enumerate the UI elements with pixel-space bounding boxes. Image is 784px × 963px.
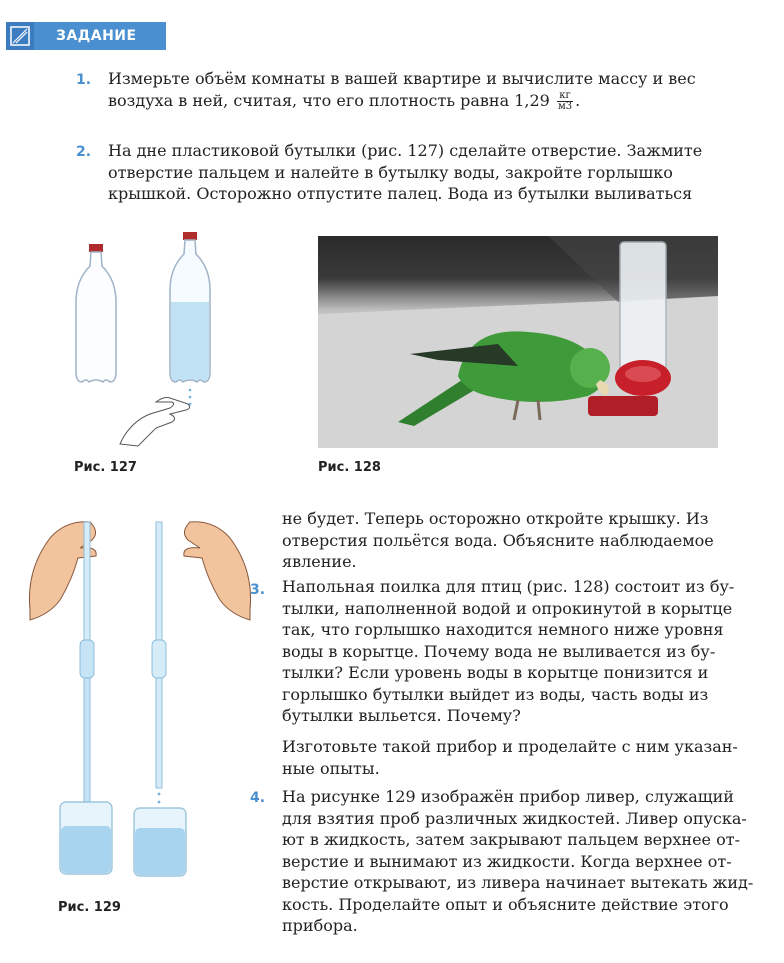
fig129-illustration <box>20 510 260 890</box>
bottle-cap-right <box>183 232 197 240</box>
task-4-line-4: верстие и вынимают из жидкости. Когда верхнее от- <box>282 851 732 871</box>
task-4-line-6: кость. Проделайте опыт и объясните действие этого <box>282 894 729 914</box>
bottle-empty <box>76 252 116 382</box>
task-3-extra-line-2: ные опыты. <box>282 758 380 778</box>
task-2-cont-line-1: не будет. Теперь осторожно откройте крышку. Из <box>282 509 709 528</box>
task-1-line-2: воздуха в ней, считая, что его плотность равна 1,29 $\frac{кг}{м3}$ . <box>108 89 581 112</box>
task-2-line-1: На дне пластиковой бутылки (рис. 127) сделайте отверстие. Зажмите <box>108 141 703 160</box>
bottle-cap-left <box>89 244 103 252</box>
task-3-line-7: бутылки выльется. Почему? <box>282 706 521 725</box>
water-drop <box>158 801 161 804</box>
feeder-bottle <box>620 242 666 372</box>
fig127-caption: Рис. 127 <box>74 460 137 475</box>
task-4-line-1: На рисунке 129 изображён прибор ливер, служащий <box>282 787 734 806</box>
task-1-number: 1. <box>76 72 92 88</box>
task-3-extra-line-1: Изготовьте такой прибор и проделайте с ним указан- <box>282 737 738 756</box>
task-3-line-2: тылки, наполненной водой и опрокинутой в корытце <box>282 598 733 618</box>
fig127-illustration <box>60 232 280 452</box>
task-4-line-3: ют в жидкость, затем закрывают пальцем верхнее от- <box>282 830 740 849</box>
header-title: ЗАДАНИЕ <box>56 28 137 44</box>
task-3-line-5: тылки? Если уровень воды в корытце понизится и <box>282 663 709 682</box>
task-4-line-7: прибора. <box>282 916 358 935</box>
task-4-line-2: для взятия проб различных жидкостей. Ливер опуска- <box>282 808 747 828</box>
task-3-line-1: Напольная поилка для птиц (рис. 128) состоит из бу- <box>282 577 735 596</box>
water-drop <box>189 396 192 399</box>
task-3-number: 3. <box>250 582 266 598</box>
water-fill <box>171 302 209 381</box>
parrot-head <box>570 348 610 388</box>
task-2-text <box>108 140 724 205</box>
water-drop <box>189 389 192 392</box>
pipette-left <box>84 522 90 640</box>
task-2-line-2: отверстие пальцем и налейте в бутылку воды, закройте горлышко <box>108 162 673 182</box>
task-3-line-4: воды в корытце. Почему вода не выливается из бу- <box>282 641 716 661</box>
fig128-caption: Рис. 128 <box>318 460 381 475</box>
task-2-number: 2. <box>76 144 92 160</box>
feeder-tray <box>588 396 658 416</box>
task-3-text <box>282 576 768 727</box>
hand-illustration <box>120 398 190 447</box>
fig128-photo <box>318 236 718 448</box>
task-4-number: 4. <box>250 790 266 806</box>
task-2-line-3: крышкой. Осторожно отпустите палец. Вода из бутылки выливаться <box>108 184 693 203</box>
task-1-line-1: Измерьте объём комнаты в вашей квартире и вычислите массу и вес <box>108 69 696 88</box>
water-drop <box>158 793 161 796</box>
task-header <box>6 22 166 50</box>
task-1-text <box>108 68 724 112</box>
task-3-extra <box>282 736 768 779</box>
task-3-line-3: так, что горлышко находится немного ниже уровня <box>282 620 724 639</box>
hand-right <box>184 522 251 620</box>
task-2-continued <box>282 508 768 573</box>
task-2-cont-line-2: отверстия польётся вода. Объясните наблюдаемое <box>282 530 714 550</box>
task-4-line-5: верстие открывают, из ливера начинает вытекать жид- <box>282 873 754 892</box>
task-3-line-6: горлышко бутылки выйдет из воды, часть воды из <box>282 684 709 704</box>
density-unit: $\frac{кг}{м3}$ <box>557 89 573 112</box>
task-icon <box>6 22 34 50</box>
fig129-caption: Рис. 129 <box>58 900 121 915</box>
pipette-right <box>156 522 162 640</box>
task-2-cont-line-3: явление. <box>282 552 357 571</box>
task-4-text <box>282 786 768 937</box>
